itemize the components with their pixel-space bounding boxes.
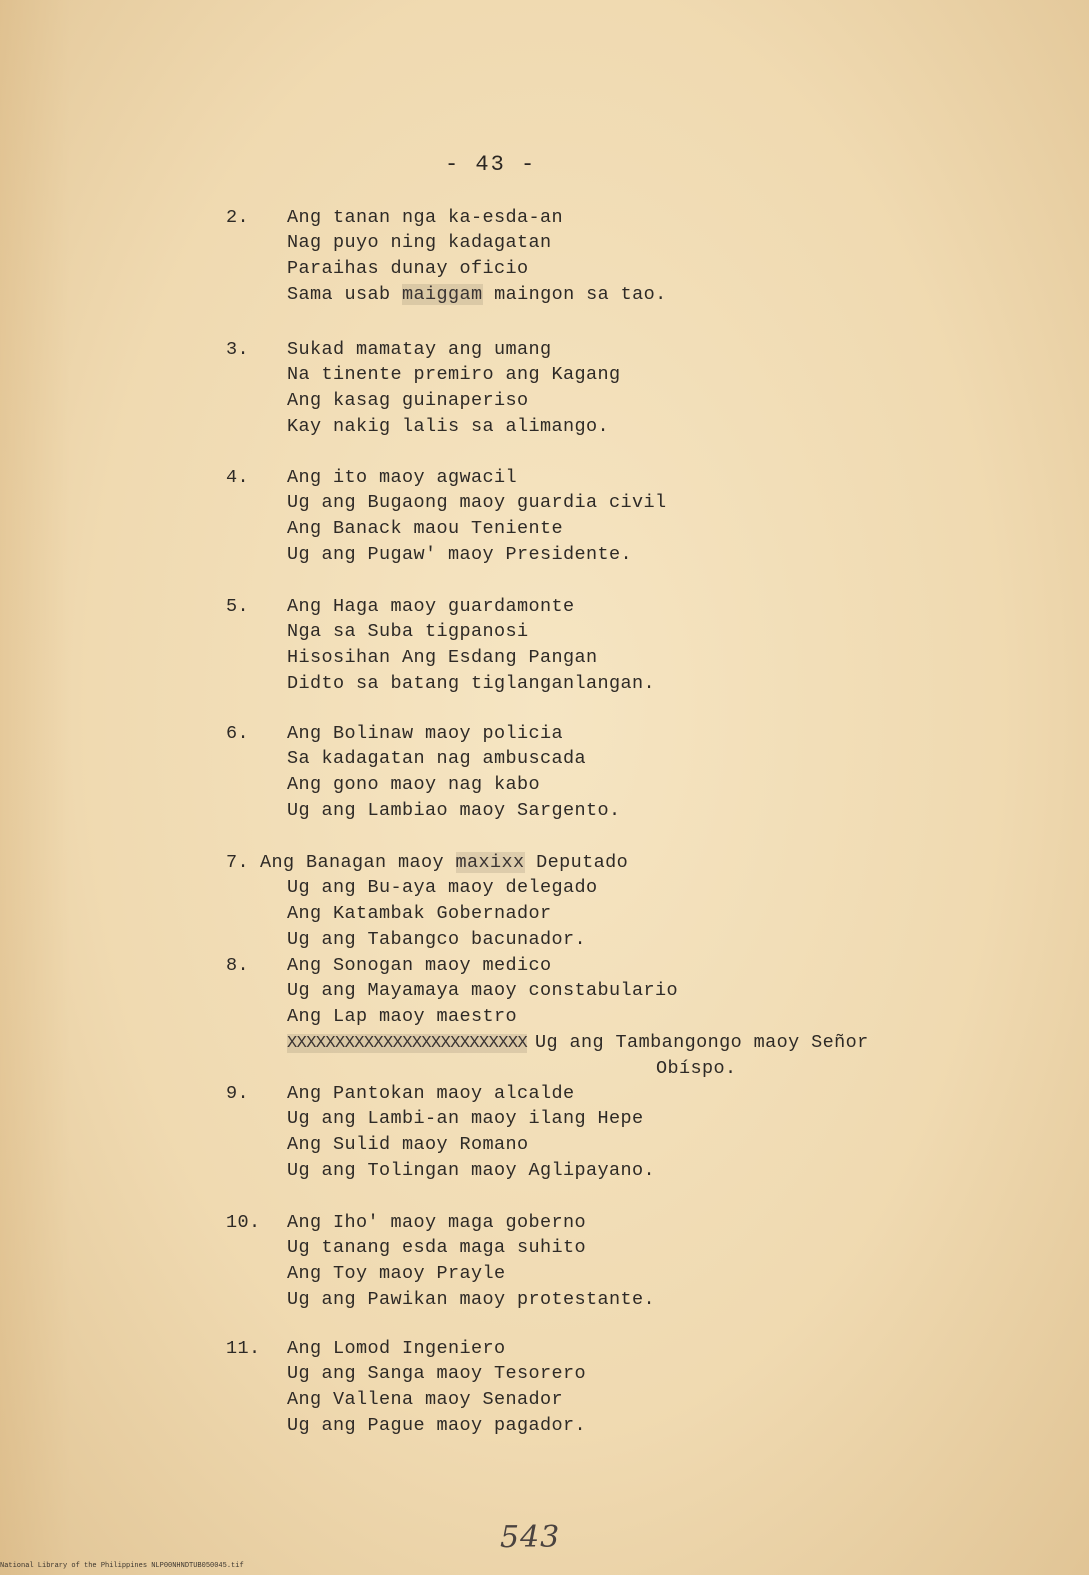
verse-line	[287, 1032, 869, 1053]
verse-line: Didto sa batang tiglanganlangan.	[287, 673, 656, 694]
verse-line: Ang Iho' maoy maga goberno	[287, 1212, 587, 1233]
verse-line: Ang Pantokan maoy alcalde	[287, 1083, 575, 1104]
verse-line: Ang Toy maoy Prayle	[287, 1263, 506, 1284]
verse-line: Ug ang Pawikan maoy protestante.	[287, 1289, 656, 1310]
struck-text: maxixx	[455, 852, 525, 873]
verse-line: Ang Katambak Gobernador	[287, 903, 552, 924]
verse-line: Ug ang Tolingan maoy Aglipayano.	[287, 1160, 656, 1181]
verse-line: Nag puyo ning kadagatan	[287, 232, 552, 253]
stanza-number: 2.	[226, 207, 250, 228]
verse-line: Paraihas dunay oficio	[287, 258, 529, 279]
verse-line: Hisosihan Ang Esdang Pangan	[287, 647, 598, 668]
verse-line: Ang Sulid maoy Romano	[287, 1134, 529, 1155]
verse-line: Ug ang Mayamaya maoy constabulario	[287, 980, 679, 1001]
verse-line: Na tinente premiro ang Kagang	[287, 364, 621, 385]
verse-line: Nga sa Suba tigpanosi	[287, 621, 529, 642]
verse-text: maingon sa tao.	[482, 284, 667, 305]
verse-line: Ug ang Bu-aya maoy delegado	[287, 877, 598, 898]
stanza-number: 6.	[226, 723, 250, 744]
verse-line: Ug ang Pugaw' maoy Presidente.	[287, 544, 633, 565]
verse-line: Ang Bolinaw maoy policia	[287, 723, 564, 744]
verse-line: Ug ang Bugaong maoy guardia civil	[287, 492, 667, 513]
verse-line: Ang Lap maoy maestro	[287, 1006, 518, 1027]
verse-line: Sukad mamatay ang umang	[287, 339, 552, 360]
stanza-number: 10.	[226, 1212, 261, 1233]
verse-line: Ug ang Pague maoy pagador.	[287, 1415, 587, 1436]
verse-line: Ang Sonogan maoy medico	[287, 955, 552, 976]
verse-line: Ang gono maoy nag kabo	[287, 774, 541, 795]
verse-continuation: Obíspo.	[656, 1058, 737, 1079]
verse-line: Ang Lomod Ingeniero	[287, 1338, 506, 1359]
struck-text: XXXXXXXXXXXXXXXXXXXXXXXXX	[287, 1034, 528, 1053]
verse-text: Deputado	[524, 852, 629, 873]
verse-line: Ang kasag guinaperiso	[287, 390, 529, 411]
stanza-number: 9.	[226, 1083, 250, 1104]
stanza-number: 5.	[226, 596, 250, 617]
verse-line: Ug ang Lambiao maoy Sargento.	[287, 800, 621, 821]
verse-line	[287, 284, 667, 305]
verse-line: Ang Haga maoy guardamonte	[287, 596, 575, 617]
verse-line: Ug ang Tabangco bacunador.	[287, 929, 587, 950]
verse-line: Ug ang Sanga maoy Tesorero	[287, 1363, 587, 1384]
page-number: - 43 -	[445, 152, 537, 177]
stanza-number: 3.	[226, 339, 250, 360]
verse-line	[260, 852, 628, 873]
verse-line: Ang Banack maou Teniente	[287, 518, 564, 539]
stanza-number: 4.	[226, 467, 250, 488]
verse-text: Ang Banagan maoy	[260, 852, 445, 873]
stanza-number: 11.	[226, 1338, 261, 1359]
verse-line: Ang ito maoy agwacil	[287, 467, 518, 488]
verse-line: Ang Vallena maoy Senador	[287, 1389, 564, 1410]
stanza-number: 7.	[226, 852, 250, 873]
verse-line: Ug tanang esda maga suhito	[287, 1237, 587, 1258]
verse-line: Ug ang Lambi-an maoy ilang Hepe	[287, 1108, 644, 1129]
archive-footer: National Library of the Philippines NLP00NHNDTUB050045.tif	[0, 1562, 244, 1570]
verse-line: Sa kadagatan nag ambuscada	[287, 748, 587, 769]
verse-line: Ang tanan nga ka-esda-an	[287, 207, 564, 228]
verse-text: Sama usab	[287, 284, 391, 305]
stanza-number: 8.	[226, 955, 250, 976]
struck-text: maiggam	[402, 284, 483, 305]
handwritten-folio-number: 543	[500, 1520, 561, 1555]
verse-text: Ug ang Tambangongo maoy Señor	[535, 1032, 869, 1053]
verse-line: Kay nakig lalis sa alimango.	[287, 416, 610, 437]
